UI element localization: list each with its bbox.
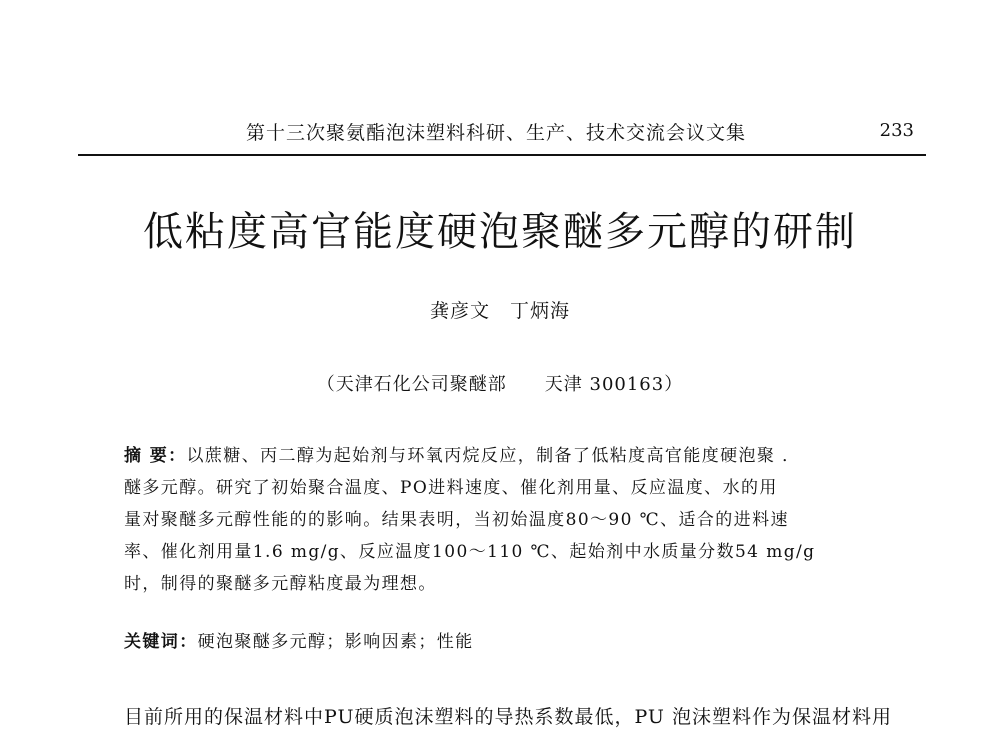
page-number: 233 <box>879 120 914 141</box>
abstract-line: 时，制得的聚醚多元醇粘度最为理想。 <box>124 574 437 594</box>
abstract-line: 率、催化剂用量1.6 mg/g、反应温度100～110 ℃、起始剂中水质量分数54 mg/g <box>124 542 816 562</box>
keywords <box>124 627 474 652</box>
keywords-label: 关键词： <box>124 632 198 652</box>
abstract-line: 醚多元醇。研究了初始聚合温度、PO进料速度、催化剂用量、反应温度、水的用 <box>124 478 778 498</box>
abstract <box>124 440 914 600</box>
affiliation: （天津石化公司聚醚部 天津 300163） <box>316 374 684 395</box>
abstract-line <box>124 440 914 472</box>
abstract-text: 以蔗糖、丙二醇为起始剂与环氧丙烷反应，制备了低粘度高官能度硬泡聚 ． <box>186 446 801 466</box>
authors: 龚彦文 丁炳海 <box>429 300 570 322</box>
running-header <box>78 118 926 156</box>
abstract-label: 摘 要： <box>124 446 187 466</box>
keywords-text: 硬泡聚醚多元醇；影响因素；性能 <box>197 632 474 652</box>
paper-title: 低粘度高官能度硬泡聚醚多元醇的研制 <box>143 209 857 255</box>
abstract-line: 量对聚醚多元醇性能的的影响。结果表明，当初始温度80～90 ℃、适合的进料速 <box>124 510 789 530</box>
running-title: 第十三次聚氨酯泡沫塑料科研、生产、技术交流会议文集 <box>246 122 747 144</box>
body-text-first-line: 目前所用的保温材料中PU硬质泡沫塑料的导热系数最低，PU 泡沫塑料作为保温材料用 <box>124 706 892 728</box>
